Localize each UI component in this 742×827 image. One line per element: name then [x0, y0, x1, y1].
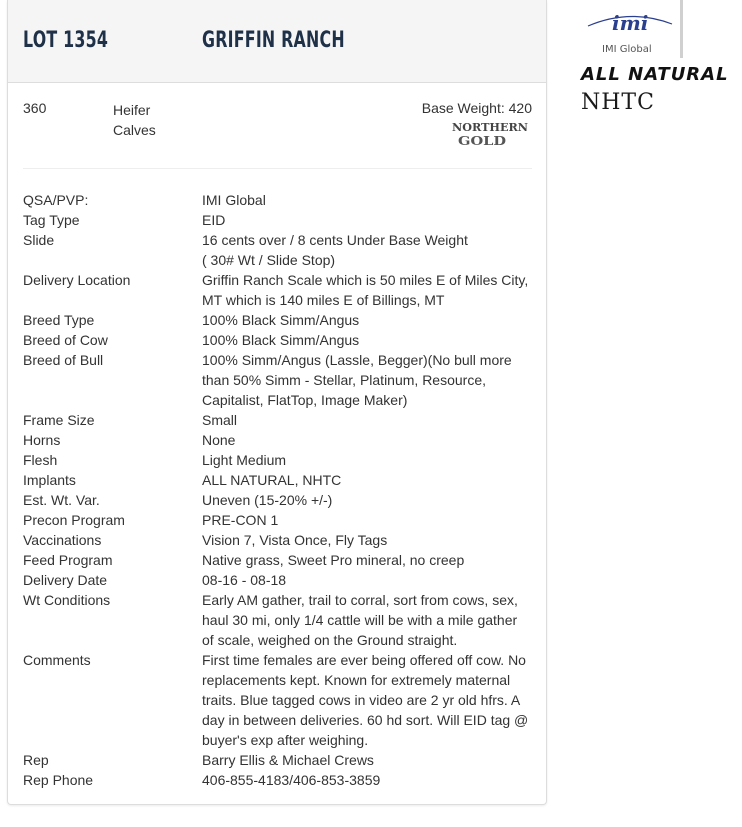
lot-type-line: Heifer	[113, 102, 151, 118]
detail-row	[23, 210, 543, 230]
detail-value: 100% Black Simm/Angus	[202, 312, 360, 328]
detail-value-line: 100% Simm/Angus (Lassle, Begger)(No bull more	[202, 352, 512, 368]
northern-gold-logo-line2: GOLD	[458, 134, 506, 148]
detail-value-line: replacements kept. Known for extremely maternal	[202, 672, 511, 688]
detail-value: IMI Global	[202, 192, 266, 208]
detail-value-line: day in between deliveries. 60 hd sort. Will EID tag @	[202, 712, 529, 728]
detail-label: Feed Program	[23, 552, 113, 568]
detail-row	[23, 470, 543, 490]
northern-gold-logo	[450, 118, 532, 148]
detail-label: Vaccinations	[23, 532, 102, 548]
detail-value-line: ( 30# Wt / Slide Stop)	[202, 252, 336, 268]
detail-label: Slide	[23, 232, 55, 248]
detail-value: Small	[202, 412, 238, 428]
base-weight: Base Weight: 420	[421, 100, 532, 116]
detail-label: Implants	[23, 472, 76, 488]
detail-value-line: Capitalist, FlatTop, Image Maker)	[202, 392, 408, 408]
detail-label: Wt Conditions	[23, 592, 111, 608]
detail-value: Barry Ellis & Michael Crews	[202, 752, 374, 768]
detail-row	[23, 550, 543, 570]
detail-value-line: buyer's exp after weighing.	[202, 732, 369, 748]
detail-row	[23, 190, 543, 210]
detail-value: EID	[202, 212, 226, 228]
detail-label: Rep	[23, 752, 49, 768]
detail-value: Light Medium	[202, 452, 287, 468]
imi-global-logo	[580, 0, 683, 58]
detail-value: 406-855-4183/406-853-3859	[202, 772, 381, 788]
detail-value: ALL NATURAL, NHTC	[202, 472, 342, 488]
detail-label: Est. Wt. Var.	[23, 492, 100, 508]
detail-row	[23, 310, 543, 330]
detail-label: Flesh	[23, 452, 58, 468]
lot-card	[7, 0, 547, 805]
detail-value: Uneven (15-20% +/-)	[202, 492, 333, 508]
detail-row	[23, 450, 543, 470]
detail-value	[202, 230, 537, 270]
detail-row	[23, 410, 543, 430]
detail-value	[202, 590, 537, 650]
imi-name: IMI Global	[602, 44, 652, 55]
detail-value-line: Griffin Ranch Scale which is 50 miles E of Miles City,	[202, 272, 529, 288]
detail-value-line: Early AM gather, trail to corral, sort from cows, sex,	[202, 592, 518, 608]
detail-value-line: haul 30 mi, only 1/4 cattle will be with a mile gather	[202, 612, 518, 628]
detail-row	[23, 230, 543, 270]
detail-value: 08-16 - 08-18	[202, 572, 287, 588]
lot-details	[23, 190, 543, 790]
detail-value	[202, 650, 537, 750]
detail-value-line: than 50% Simm - Stellar, Platinum, Resource,	[202, 372, 487, 388]
head-count: 360	[23, 100, 47, 116]
detail-label: Frame Size	[23, 412, 95, 428]
nhtc-logo: NHTC	[581, 90, 655, 115]
detail-label: Horns	[23, 432, 61, 448]
detail-value	[202, 350, 537, 410]
detail-label: Breed of Cow	[23, 332, 108, 348]
detail-row	[23, 650, 543, 750]
imi-mark: imi	[612, 11, 649, 35]
detail-value-line: 16 cents over / 8 cents Under Base Weight	[202, 232, 468, 248]
detail-value: Native grass, Sweet Pro mineral, no creep	[202, 552, 465, 568]
detail-value: PRE-CON 1	[202, 512, 279, 528]
detail-label: QSA/PVP:	[23, 192, 89, 208]
all-natural-logo: ALL NATURAL	[581, 64, 729, 85]
detail-label: Delivery Date	[23, 572, 108, 588]
detail-label: Tag Type	[23, 212, 80, 228]
detail-row	[23, 510, 543, 530]
northern-gold-logo-line1: NORTHERN	[452, 121, 528, 134]
lot-summary	[23, 100, 532, 169]
lot-type	[113, 100, 193, 140]
detail-row	[23, 350, 543, 410]
lot-number: LOT 1354	[23, 28, 109, 53]
detail-value-line: of scale, weighed on the Ground straight.	[202, 632, 458, 648]
detail-label: Breed of Bull	[23, 352, 104, 368]
detail-label: Delivery Location	[23, 272, 131, 288]
detail-value	[202, 270, 537, 310]
detail-value-line: First time females are ever being offered off cow. No	[202, 652, 526, 668]
lot-type-line: Calves	[113, 122, 156, 138]
detail-row	[23, 590, 543, 650]
detail-value-line: MT which is 140 miles E of Billings, MT	[202, 292, 445, 308]
ranch-name: GRIFFIN RANCH	[202, 28, 345, 53]
detail-row	[23, 330, 543, 350]
detail-row	[23, 430, 543, 450]
detail-label: Breed Type	[23, 312, 95, 328]
detail-value-line: traits. Blue tagged cows in video are 2 yr old hfrs. A	[202, 692, 521, 708]
detail-row	[23, 750, 543, 770]
detail-label: Rep Phone	[23, 772, 94, 788]
detail-row	[23, 570, 543, 590]
lot-header	[8, 0, 546, 83]
detail-row	[23, 770, 543, 790]
detail-value: Vision 7, Vista Once, Fly Tags	[202, 532, 388, 548]
detail-label: Precon Program	[23, 512, 125, 528]
detail-row	[23, 490, 543, 510]
detail-label: Comments	[23, 652, 91, 668]
detail-row	[23, 270, 543, 310]
detail-value: None	[202, 432, 236, 448]
detail-value: 100% Black Simm/Angus	[202, 332, 360, 348]
detail-row	[23, 530, 543, 550]
